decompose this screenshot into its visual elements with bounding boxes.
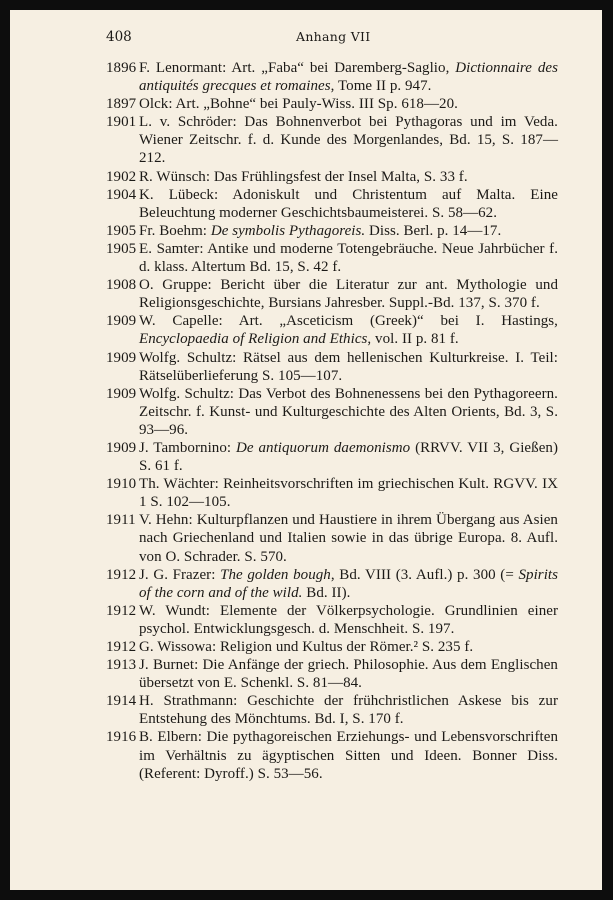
entry-text-segment: J. Tambornino: — [139, 439, 236, 456]
bibliography-entry — [106, 95, 558, 113]
entry-text-segment: O. Gruppe: Bericht über die Literatur zur ant. Mythologie und Religionsgeschichte, Bursians Jahresber. Suppl.-Bd. 137, S. 370 f. — [139, 277, 558, 312]
bibliography-entry — [106, 385, 558, 439]
entry-text-segment: H. Strathmann: Geschichte der frühchristlichen Askese bis zur Entstehung des Mönchtums. Bd. I, S. 170 f. — [139, 693, 558, 728]
entry-text — [139, 168, 558, 186]
entry-title-italic: The golden bough — [220, 566, 331, 583]
entry-title-italic: De antiquorum daemonismo — [236, 439, 411, 456]
entry-title-italic: Dictionnaire des antiquités grecques et romaines — [139, 60, 558, 95]
entry-text — [139, 638, 558, 656]
entry-text-segment: V. Hehn: Kulturpflanzen und Haustiere in ihrem Übergang aus Asien nach Griechenland und Italien sowie in das übrige Europa. 8. Aufl. von O. Schrader. S. 570. — [139, 512, 558, 565]
bibliography-entry — [106, 222, 558, 240]
entry-text-segment: K. Lübeck: Adoniskult und Christentum auf Malta. Eine Beleuchtung moderner Geschichtsbaumeisterei. S. 58—62. — [139, 186, 558, 221]
bibliography-entry — [106, 692, 558, 728]
entry-year: 1914 — [106, 693, 137, 710]
entry-text-segment: (RRVV. VII 3, Gießen) S. 61 f. — [139, 439, 558, 475]
entry-text-segment: L. v. Schröder: Das Bohnenverbot bei Pythagoras und im Veda. Wiener Zeitschr. f. d. Kunde des Morgenlandes, Bd. 15, S. 187—212. — [139, 114, 558, 167]
entry-title-italic: De symbolis Pythagoreis. — [210, 222, 366, 239]
entry-text — [139, 349, 558, 385]
entry-text — [139, 276, 558, 312]
entry-year: 1897 — [106, 96, 137, 113]
page-header — [106, 29, 556, 53]
entry-text — [139, 656, 558, 692]
entry-text — [139, 385, 558, 439]
bibliography-entry — [106, 240, 558, 276]
entry-text-segment: , Tome II p. 947. — [330, 78, 432, 95]
entry-year: 1904 — [106, 186, 137, 203]
page-number: 408 — [106, 29, 132, 45]
bibliography-entry — [106, 656, 558, 692]
bibliography-entry — [106, 113, 558, 167]
bibliography-entry — [106, 168, 558, 186]
entry-text-segment: G. Wissowa: Religion und Kultus der Römer.² S. 235 f. — [139, 639, 474, 655]
entry-title-italic: Spirits of the corn and of the wild. — [139, 566, 559, 601]
entry-text-segment: J. Burnet: Die Anfänge der griech. Philosophie. Aus dem Englischen übersetzt von E. Schenkl. S. 81—84. — [139, 657, 558, 692]
entry-text — [139, 602, 558, 638]
bibliography-entry — [106, 312, 558, 348]
entry-year: 1909 — [106, 349, 137, 366]
entry-text-segment: W. Capelle: Art. „Asceticism (Greek)“ bei I. Hastings, — [139, 313, 558, 330]
entry-year: 1909 — [106, 439, 137, 456]
entry-text — [139, 692, 558, 728]
bibliography-entry — [106, 638, 558, 656]
entry-text — [139, 312, 558, 348]
entry-text-segment: Wolfg. Schultz: Rätsel aus dem hellenischen Kulturkreise. I. Teil: Rätselüberlieferung S. 105—107. — [139, 349, 558, 384]
entry-year: 1912 — [106, 639, 137, 655]
running-title: Anhang VII — [296, 29, 371, 44]
entry-title-italic: Encyclopaedia of Religion and Ethics — [139, 331, 368, 348]
entry-year: 1911 — [106, 512, 136, 529]
bibliography-entry — [106, 186, 558, 222]
book-page — [10, 10, 602, 890]
entry-text — [139, 511, 558, 565]
entry-year: 1901 — [106, 114, 137, 131]
entry-text — [139, 566, 558, 602]
bibliography-entry — [106, 349, 558, 385]
bibliography-entry — [106, 475, 558, 511]
entry-year: 1913 — [106, 657, 137, 674]
entry-text-segment: J. G. Frazer: — [139, 566, 221, 583]
bibliography-entry — [106, 439, 558, 475]
entry-year: 1909 — [106, 313, 137, 330]
entry-text-segment: Diss. Berl. p. 14—17. — [365, 222, 502, 239]
entry-year: 1905 — [106, 222, 137, 239]
entry-text — [139, 186, 558, 222]
entry-text-segment: R. Wünsch: Das Frühlingsfest der Insel Malta, S. 33 f. — [139, 168, 468, 185]
entry-year: 1912 — [106, 602, 137, 619]
entry-text — [139, 95, 558, 113]
entry-text-segment: , vol. II p. 81 f. — [367, 331, 459, 348]
bibliography-list — [106, 59, 558, 783]
entry-text — [139, 475, 558, 511]
entry-year: 1910 — [106, 476, 137, 493]
entry-text-segment: Wolfg. Schultz: Das Verbot des Bohnenessens bei den Pythagoreern. Zeitschr. f. Kunst- und Kulturgeschichte des Alten Orients, Bd. 3, S. 93—96. — [139, 385, 558, 438]
entry-text-segment: Th. Wächter: Reinheitsvorschriften im griechischen Kult. RGVV. IX 1 S. 102—105. — [139, 476, 558, 511]
entry-text — [139, 113, 558, 167]
entry-text — [139, 439, 558, 475]
entry-text-segment: Bd. II). — [302, 584, 351, 601]
entry-text-segment: Olck: Art. „Bohne“ bei Pauly-Wiss. III Sp. 618—20. — [139, 96, 458, 113]
entry-year: 1909 — [106, 385, 137, 402]
bibliography-entry — [106, 566, 558, 602]
entry-year: 1908 — [106, 277, 137, 294]
entry-text-segment: F. Lenormant: Art. „Faba“ bei Daremberg-Saglio, — [139, 60, 456, 76]
bibliography-entry — [106, 276, 558, 312]
entry-year: 1912 — [106, 566, 137, 583]
entry-text-segment: B. Elbern: Die pythagoreischen Erziehungs- und Lebensvorschriften im Verhältnis zu ägyptischen Sitten und Ideen. Bonner Diss. (Referent: Dyroff.) S. 53—56. — [139, 729, 558, 782]
entry-text — [139, 222, 558, 240]
entry-year: 1916 — [106, 729, 137, 746]
bibliography-entry — [106, 728, 558, 782]
entry-text-segment: , Bd. VIII (3. Aufl.) p. 300 (= — [330, 566, 519, 583]
entry-year: 1896 — [106, 60, 137, 76]
bibliography-entry — [106, 602, 558, 638]
entry-text — [139, 240, 558, 276]
entry-year: 1902 — [106, 168, 137, 185]
bibliography-entry — [106, 511, 558, 565]
entry-text-segment: Fr. Boehm: — [139, 222, 211, 239]
entry-text-segment: E. Samter: Antike und moderne Totengebräuche. Neue Jahrbücher f. d. klass. Altertum Bd. 15, S. 42 f. — [139, 240, 558, 276]
entry-text — [139, 728, 558, 782]
entry-text — [139, 59, 558, 95]
bibliography-entry — [106, 59, 558, 95]
entry-year: 1905 — [106, 240, 137, 257]
entry-text-segment: W. Wundt: Elemente der Völkerpsychologie. Grundlinien einer psychol. Entwicklungsgesch. d. Menschheit. S. 197. — [139, 602, 558, 637]
